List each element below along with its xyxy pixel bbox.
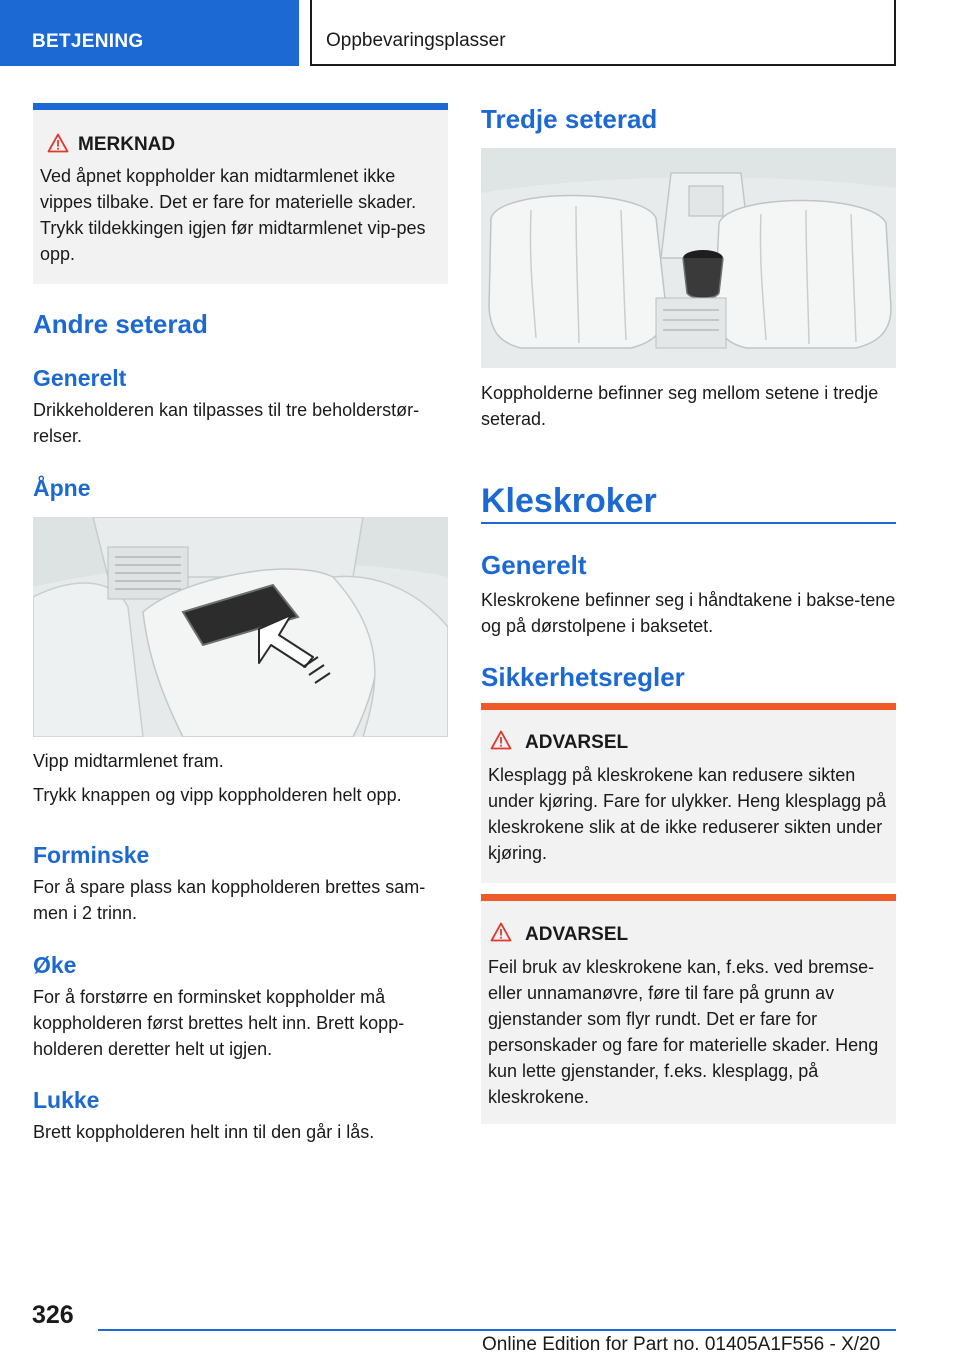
header-section-tab: [0, 0, 299, 66]
andre-seterad-heading: Andre seterad: [33, 309, 208, 339]
apne-step-2: Trykk knappen og vipp koppholderen helt opp.: [33, 785, 402, 805]
warning-triangle-icon: [47, 133, 69, 153]
apne-heading: Åpne: [33, 475, 91, 501]
oke-heading: Øke: [33, 952, 77, 978]
notice-bar: [33, 103, 448, 110]
warning-bar-1: [481, 703, 896, 710]
armrest-cupholder-image: [33, 517, 448, 737]
generelt-text-right: Kleskrokene befinner seg i håndtakene i bakse-tene og på dørstolpene i baksetet.: [481, 590, 896, 636]
warning-text-2: Feil bruk av kleskrokene kan, f.eks. ved bremse- eller unnamanøvre, føre til fare på grunn av gjenstander som flyr rundt. Det er fare for personskader og fare for materielle skader. Heng kun lette gjenstander, f.eks. klesplagg, på kleskrokene.: [488, 957, 879, 1107]
warning-triangle-icon: [490, 730, 512, 750]
lukke-heading: Lukke: [33, 1087, 100, 1113]
sikkerhetsregler-heading: Sikkerhetsregler: [481, 662, 685, 692]
warning-box-2: [481, 894, 896, 1124]
warning-text-1: Klesplagg på kleskrokene kan redusere sikten under kjøring. Fare for ulykker. Heng klesplagg på kleskrokene slik at de ikke reduserer sikten under kjøring.: [488, 765, 887, 863]
apne-step-1: Vipp midtarmlenet fram.: [33, 751, 224, 771]
warning-triangle-icon: [490, 922, 512, 942]
tredje-seterad-heading: Tredje seterad: [481, 104, 658, 134]
footer-edition: Online Edition for Part no. 01405A1F556 - X/20: [482, 1334, 881, 1355]
generelt-heading-left: Generelt: [33, 365, 127, 391]
tredje-seterad-text: Koppholderne befinner seg mellom setene i tredje seterad.: [481, 383, 879, 429]
generelt-heading-right: Generelt: [481, 550, 587, 580]
footer-rule: [98, 1329, 896, 1331]
oke-text: For å forstørre en forminsket koppholder må koppholderen først brettes helt inn. Brett kopp-holderen deretter helt ut igjen.: [33, 987, 405, 1059]
kleskroker-rule: [481, 522, 896, 524]
page-number: 326: [32, 1301, 74, 1329]
third-row-seats-image: [481, 148, 896, 368]
notice-box: [33, 103, 448, 284]
warning-box-1: [481, 703, 896, 883]
warning-title-1: ADVARSEL: [525, 732, 629, 753]
notice-text: Ved åpnet koppholder kan midtarmlenet ikke vippes tilbake. Det er fare for materielle skader. Trykk tildekkingen igjen før midtarmlenet vip-pes opp.: [40, 166, 426, 264]
warning-bar-2: [481, 894, 896, 901]
forminske-text: For å spare plass kan koppholderen brettes sam-men i 2 trinn.: [33, 877, 426, 923]
lukke-text: Brett koppholderen helt inn til den går i lås.: [33, 1122, 375, 1142]
header-section-label: BETJENING: [32, 31, 144, 52]
header-chapter-label: Oppbevaringsplasser: [326, 30, 506, 51]
warning-title-2: ADVARSEL: [525, 924, 629, 945]
forminske-heading: Forminske: [33, 842, 150, 868]
header-chapter-tab: [310, 0, 896, 66]
generelt-text-left: Drikkeholderen kan tilpasses til tre beholderstør-relser.: [33, 400, 420, 446]
notice-title: MERKNAD: [78, 134, 176, 155]
kleskroker-heading: Kleskroker: [481, 482, 657, 520]
